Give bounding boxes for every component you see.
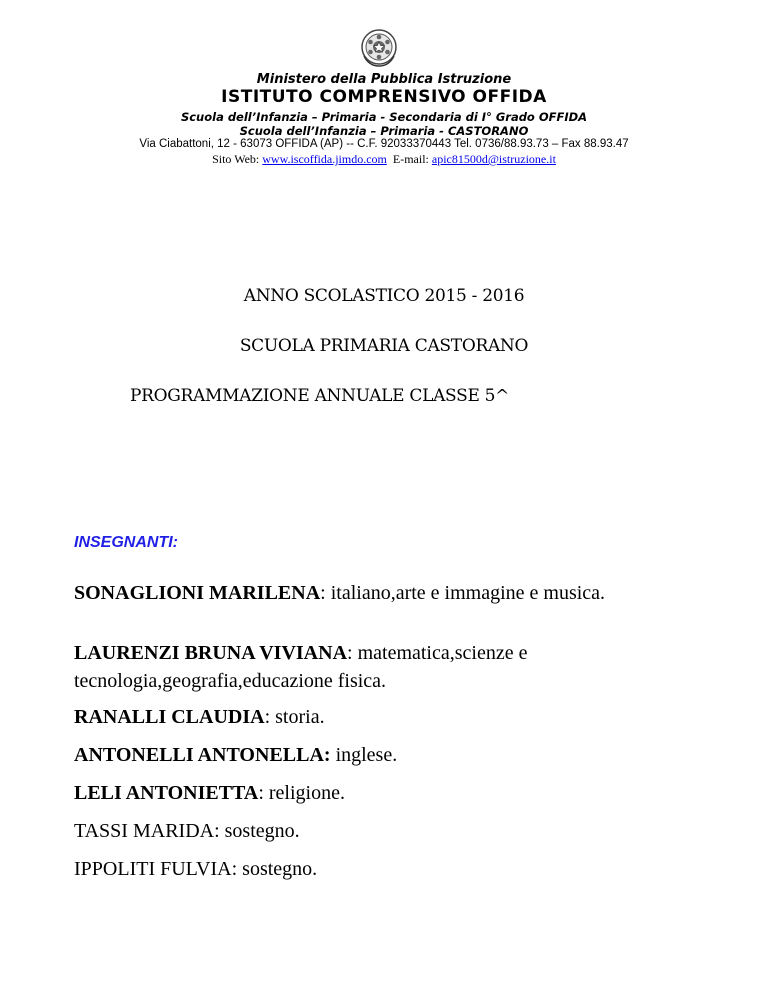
italian-republic-emblem-icon xyxy=(359,26,399,68)
teacher-entry xyxy=(74,639,634,695)
teacher-name: RANALLI CLAUDIA xyxy=(74,706,265,728)
institute-name: ISTITUTO COMPRENSIVO OFFIDA xyxy=(221,87,547,107)
teacher-entry xyxy=(74,741,634,769)
teacher-name: TASSI MARIDA: sostegno. xyxy=(74,820,300,842)
schools-line-offida: Scuola dell’Infanzia – Primaria - Secondaria di I° Grado OFFIDA xyxy=(180,110,588,124)
teacher-entry xyxy=(74,779,634,807)
teacher-name: SONAGLIONI MARILENA xyxy=(74,582,321,604)
school-year-title: ANNO SCOLASTICO 2015 - 2016 xyxy=(243,286,525,306)
teacher-name: LELI ANTONIETTA xyxy=(74,782,259,804)
school-title: SCUOLA PRIMARIA CASTORANO xyxy=(239,336,529,356)
email-label: E-mail: xyxy=(392,152,429,166)
ministry-name: Ministero della Pubblica Istruzione xyxy=(256,72,512,87)
teacher-entry xyxy=(74,703,634,731)
teacher-subjects: : storia. xyxy=(264,706,325,728)
web-label: Sito Web: xyxy=(212,152,260,166)
teacher-subjects: : religione. xyxy=(258,782,345,804)
schools-line-castorano: Scuola dell’Infanzia – Primaria - CASTORANO xyxy=(239,124,529,138)
teachers-label: INSEGNANTI: xyxy=(74,534,178,551)
institute-address: Via Ciabattoni, 12 - 63073 OFFIDA (AP) -- C.F. 92033370443 Tel. 0736/88.93.73 – Fax 88.93.47 xyxy=(139,138,629,150)
teacher-name: ANTONELLI ANTONELLA: xyxy=(74,744,331,766)
email-link[interactable]: apic81500d@istruzione.it xyxy=(431,152,556,166)
teacher-name: IPPOLITI FULVIA: sostegno. xyxy=(74,858,318,880)
teacher-entry xyxy=(74,579,634,607)
teacher-entry xyxy=(74,817,634,845)
contact-line xyxy=(0,152,768,167)
teacher-entry xyxy=(74,855,634,883)
teacher-name: LAURENZI BRUNA VIVIANA xyxy=(74,642,348,664)
teacher-subjects: inglese. xyxy=(330,744,398,766)
teacher-subjects: : italiano,arte e immagine e musica. xyxy=(320,582,606,604)
website-link[interactable]: www.iscoffida.jimdo.com xyxy=(262,152,387,166)
teacher-subjects: : matematica,scienze e tecnologia,geografia,educazione fisica. xyxy=(74,642,528,692)
program-title: PROGRAMMAZIONE ANNUALE CLASSE 5^ xyxy=(130,386,510,406)
